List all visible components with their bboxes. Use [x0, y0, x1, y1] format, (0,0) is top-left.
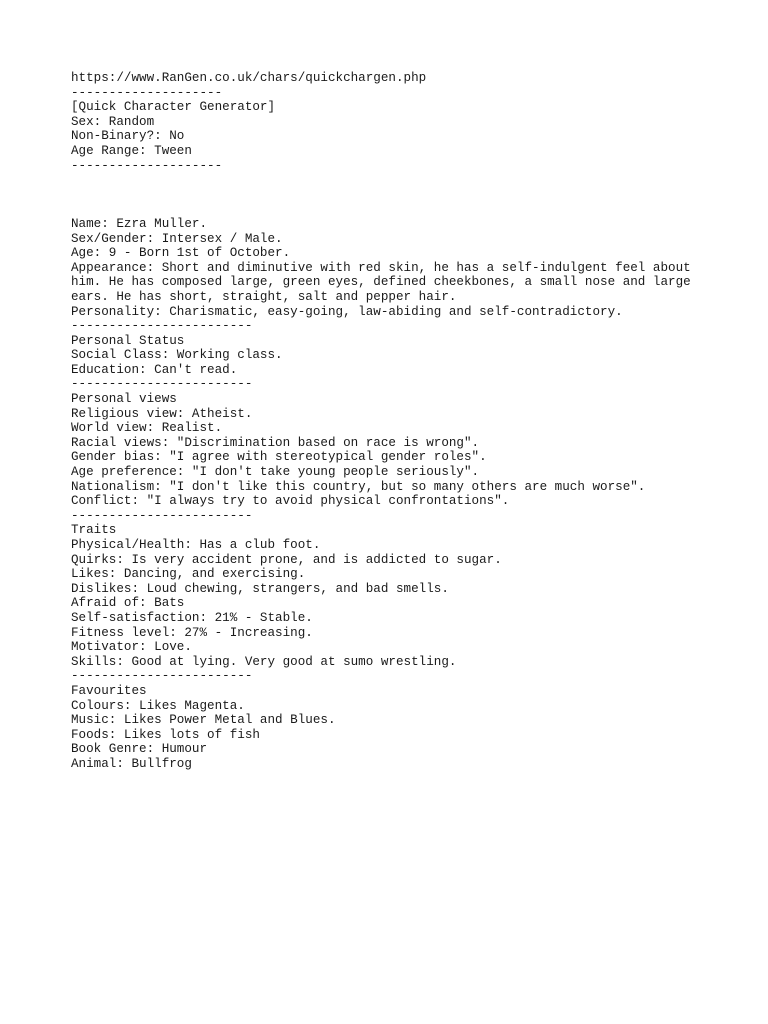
- nationalism: Nationalism: "I don't like this country, but so many others are much worse".: [71, 479, 646, 494]
- character-appearance-line-3: ears. He has short, straight, salt and pepper hair.: [71, 289, 457, 304]
- dislikes: Dislikes: Loud chewing, strangers, and bad smells.: [71, 581, 449, 596]
- divider: --------------------: [71, 158, 223, 173]
- character-name: Name: Ezra Muller.: [71, 216, 208, 231]
- character-appearance-line-2: him. He has composed large, green eyes, defined cheekbones, a small nose and large: [71, 275, 691, 290]
- section-heading-personal-views: Personal views: [71, 392, 177, 407]
- conflict: Conflict: "I always try to avoid physical confrontations".: [71, 494, 510, 509]
- favourite-music: Music: Likes Power Metal and Blues.: [71, 713, 336, 728]
- character-personality: Personality: Charismatic, easy-going, law-abiding and self-contradictory.: [71, 304, 623, 319]
- character-age: Age: 9 - Born 1st of October.: [71, 246, 291, 261]
- document-body: [71, 71, 711, 772]
- section-heading-favourites: Favourites: [71, 683, 147, 698]
- setting-age-range: Age Range: Tween: [71, 143, 192, 158]
- spacer: [71, 202, 711, 217]
- setting-non-binary: Non-Binary?: No: [71, 129, 185, 144]
- likes: Likes: Dancing, and exercising.: [71, 567, 306, 582]
- quirks: Quirks: Is very accident prone, and is addicted to sugar.: [71, 552, 502, 567]
- spacer: [71, 188, 711, 203]
- racial-views: Racial views: "Discrimination based on race is wrong".: [71, 435, 480, 450]
- favourite-colours: Colours: Likes Magenta.: [71, 698, 245, 713]
- world-view: World view: Realist.: [71, 421, 223, 436]
- generator-title: [Quick Character Generator]: [71, 100, 276, 115]
- afraid-of: Afraid of: Bats: [71, 596, 185, 611]
- divider: ------------------------: [71, 669, 253, 684]
- self-satisfaction: Self-satisfaction: 21% - Stable.: [71, 610, 313, 625]
- section-heading-personal-status: Personal Status: [71, 333, 185, 348]
- divider: ------------------------: [71, 508, 253, 523]
- social-class: Social Class: Working class.: [71, 348, 283, 363]
- physical-health: Physical/Health: Has a club foot.: [71, 538, 321, 552]
- favourite-animal: Animal: Bullfrog: [71, 756, 192, 771]
- religious-view: Religious view: Atheist.: [71, 406, 253, 421]
- education: Education: Can't read.: [71, 362, 238, 377]
- character-sex-gender: Sex/Gender: Intersex / Male.: [71, 231, 283, 246]
- age-preference: Age preference: "I don't take young people seriously".: [71, 465, 480, 480]
- source-url[interactable]: https://www.RanGen.co.uk/chars/quickchargen.php: [71, 71, 427, 85]
- favourite-book-genre: Book Genre: Humour: [71, 742, 208, 757]
- fitness-level: Fitness level: 27% - Increasing.: [71, 625, 313, 640]
- favourite-foods: Foods: Likes lots of fish: [71, 727, 260, 742]
- divider: ------------------------: [71, 377, 253, 392]
- section-heading-traits: Traits: [71, 523, 117, 538]
- gender-bias: Gender bias: "I agree with stereotypical gender roles".: [71, 450, 487, 465]
- divider: ------------------------: [71, 319, 253, 334]
- character-appearance-line-1: Appearance: Short and diminutive with red skin, he has a self-indulgent feel about: [71, 260, 691, 275]
- setting-sex: Sex: Random: [71, 114, 155, 129]
- spacer: [71, 173, 711, 188]
- motivator: Motivator: Love.: [71, 640, 192, 655]
- skills: Skills: Good at lying. Very good at sumo wrestling.: [71, 654, 457, 669]
- divider: --------------------: [71, 85, 223, 100]
